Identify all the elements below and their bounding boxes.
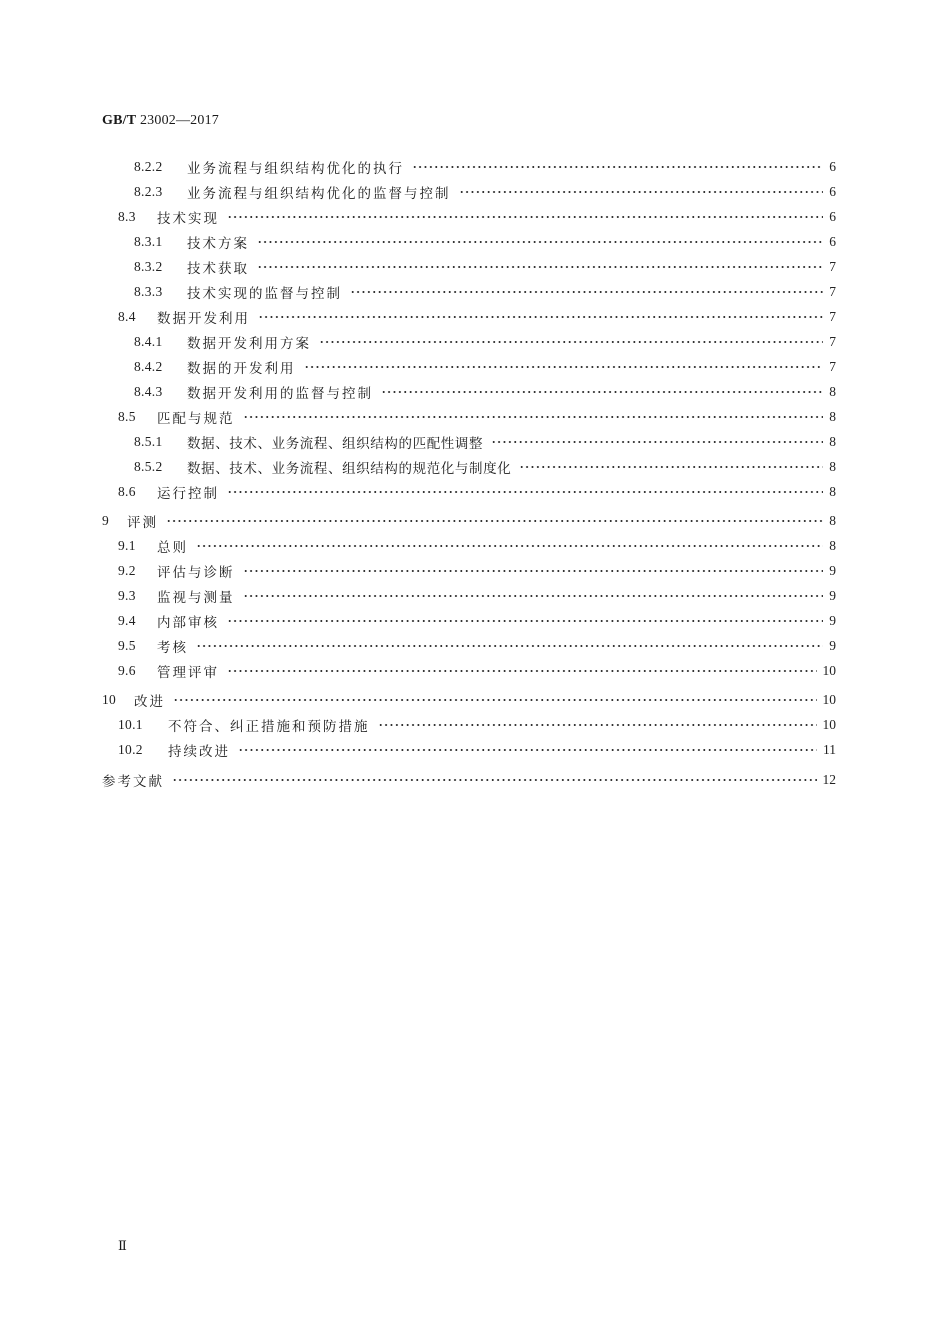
dot-leader — [227, 482, 823, 502]
toc-entry-title: 评测 — [127, 511, 166, 531]
toc-entry[interactable] — [118, 307, 836, 327]
toc-entry-page: 6 — [829, 184, 836, 199]
toc-entry-number: 8.4.2 — [134, 359, 163, 374]
toc-entry[interactable] — [118, 715, 836, 735]
toc-entry-page: 7 — [829, 259, 836, 274]
toc-entry[interactable] — [118, 207, 836, 227]
toc-entry-number: 8.5 — [118, 409, 136, 424]
toc-entry-title: 监视与测量 — [157, 586, 243, 606]
toc-entry-number: 8.4.1 — [134, 334, 163, 349]
dot-leader — [227, 207, 823, 227]
toc-entry-page: 9 — [829, 563, 836, 578]
toc-entry-title: 考核 — [157, 636, 196, 656]
toc-entry-page: 11 — [823, 742, 836, 757]
dot-leader — [257, 232, 823, 252]
toc-entry-page: 8 — [829, 459, 836, 474]
toc-entry-page: 8 — [829, 538, 836, 553]
toc-entry-title: 数据、技术、业务流程、组织结构的匹配性调整 — [187, 432, 491, 452]
toc-entry-title: 运行控制 — [157, 482, 227, 502]
dot-leader — [350, 282, 823, 302]
toc-entry[interactable] — [134, 157, 836, 177]
toc-entry[interactable] — [134, 382, 836, 402]
toc-entry[interactable] — [118, 661, 836, 681]
toc-entry[interactable] — [118, 561, 836, 581]
toc-entry-number: 9.6 — [118, 663, 136, 678]
dot-leader — [243, 561, 824, 581]
toc-entry-number: 10.2 — [118, 742, 143, 757]
toc-entry-page: 7 — [829, 284, 836, 299]
toc-chapter[interactable] — [102, 511, 836, 531]
toc-entry-number: 8.6 — [118, 484, 136, 499]
dot-leader — [491, 432, 823, 452]
toc-entry-title: 数据开发利用的监督与控制 — [187, 382, 381, 402]
dot-leader — [319, 332, 823, 352]
toc-entry-page: 8 — [829, 409, 836, 424]
standard-number: 23002—2017 — [139, 113, 219, 128]
dot-leader — [243, 407, 824, 427]
toc-entry-page: 8 — [829, 513, 836, 528]
toc-entry[interactable] — [134, 332, 836, 352]
toc-entry-number: 8.3.2 — [134, 259, 163, 274]
toc-entry-title: 不符合、纠正措施和预防措施 — [168, 715, 378, 735]
toc-entry-number: 9.5 — [118, 638, 136, 653]
toc-entry-number: 8.5.1 — [134, 434, 163, 449]
dot-leader — [459, 182, 824, 202]
toc-entry-page: 8 — [829, 384, 836, 399]
toc-entry-page: 10 — [822, 717, 836, 732]
toc-entry-page: 6 — [829, 234, 836, 249]
toc-entry-page: 10 — [822, 692, 836, 707]
toc-entry[interactable] — [118, 740, 836, 760]
dot-leader — [243, 586, 824, 606]
toc-entry-number: 8.3.3 — [134, 284, 163, 299]
toc-chapter[interactable] — [102, 770, 836, 790]
toc-entry-page: 9 — [829, 613, 836, 628]
toc-entry[interactable] — [118, 586, 836, 606]
toc-entry-title: 数据的开发利用 — [187, 357, 304, 377]
standard-code: GB/T — [102, 113, 137, 128]
toc-entry-number: 8.3 — [118, 209, 136, 224]
toc-entry[interactable] — [118, 636, 836, 656]
dot-leader — [196, 536, 823, 556]
toc-entry-number: 10.1 — [118, 717, 143, 732]
toc-entry-title: 业务流程与组织结构优化的执行 — [187, 157, 412, 177]
toc-chapter[interactable] — [102, 690, 836, 710]
toc-entry-number: 9 — [102, 513, 110, 528]
dot-leader — [166, 511, 823, 531]
toc-entry-number: 9.1 — [118, 538, 136, 553]
toc-entry-number: 9.4 — [118, 613, 136, 628]
toc-entry-number: 9.3 — [118, 588, 136, 603]
toc-entry-number: 8.5.2 — [134, 459, 163, 474]
dot-leader — [227, 611, 823, 631]
dot-leader — [304, 357, 824, 377]
toc-entry[interactable] — [134, 232, 836, 252]
toc-entry-page: 6 — [829, 159, 836, 174]
toc-entry[interactable] — [134, 432, 836, 452]
dot-leader — [173, 690, 817, 710]
toc-entry-title: 技术实现 — [157, 207, 227, 227]
dot-leader — [381, 382, 823, 402]
dot-leader — [172, 770, 817, 790]
toc-entry-page: 12 — [822, 772, 836, 787]
toc-entry-title: 管理评审 — [157, 661, 227, 681]
toc-entry-number: 10 — [102, 692, 117, 707]
toc-entry-title: 技术获取 — [187, 257, 257, 277]
toc-entry-page: 7 — [829, 334, 836, 349]
toc-entry-number: 8.3.1 — [134, 234, 163, 249]
toc-entry-page: 7 — [829, 359, 836, 374]
toc-entry-title: 技术实现的监督与控制 — [187, 282, 350, 302]
toc-entry-number: 8.2.2 — [134, 159, 163, 174]
toc-entry[interactable] — [134, 357, 836, 377]
toc-entry-title: 匹配与规范 — [157, 407, 243, 427]
toc-entry-title: 改进 — [134, 690, 173, 710]
document-header — [102, 113, 219, 129]
toc-entry[interactable] — [118, 407, 836, 427]
page-number: Ⅱ — [118, 1238, 127, 1253]
toc-entry-number: 9.2 — [118, 563, 136, 578]
dot-leader — [238, 740, 817, 760]
toc-entry-title: 数据、技术、业务流程、组织结构的规范化与制度化 — [187, 457, 519, 477]
toc-entry[interactable] — [118, 611, 836, 631]
toc-entry-number: 8.4 — [118, 309, 136, 324]
toc-entry-title: 评估与诊断 — [157, 561, 243, 581]
dot-leader — [227, 661, 817, 681]
toc-entry-title: 技术方案 — [187, 232, 257, 252]
dot-leader — [258, 307, 823, 327]
toc-entry-page: 7 — [829, 309, 836, 324]
toc-entry-title: 内部审核 — [157, 611, 227, 631]
dot-leader — [196, 636, 823, 656]
toc-entry[interactable] — [134, 457, 836, 477]
dot-leader — [378, 715, 817, 735]
toc-entry-page: 6 — [829, 209, 836, 224]
toc-entry[interactable] — [134, 257, 836, 277]
toc-entry[interactable] — [118, 482, 836, 502]
toc-entry[interactable] — [134, 282, 836, 302]
dot-leader — [519, 457, 823, 477]
toc-entry-page: 10 — [822, 663, 836, 678]
toc-entry-page: 8 — [829, 484, 836, 499]
toc-entry[interactable] — [134, 182, 836, 202]
toc-entry-page: 9 — [829, 638, 836, 653]
toc-entry-title: 持续改进 — [168, 740, 238, 760]
toc-entry-title: 总则 — [157, 536, 196, 556]
toc-entry-number: 8.4.3 — [134, 384, 163, 399]
toc-entry-title: 业务流程与组织结构优化的监督与控制 — [187, 182, 459, 202]
toc-entry-title: 数据开发利用 — [157, 307, 258, 327]
toc-entry-title: 参考文献 — [102, 770, 172, 790]
toc-entry-number: 8.2.3 — [134, 184, 163, 199]
toc-entry-title: 数据开发利用方案 — [187, 332, 319, 352]
dot-leader — [257, 257, 823, 277]
dot-leader — [412, 157, 823, 177]
toc-entry-page: 9 — [829, 588, 836, 603]
toc-entry[interactable] — [118, 536, 836, 556]
toc-entry-page: 8 — [829, 434, 836, 449]
